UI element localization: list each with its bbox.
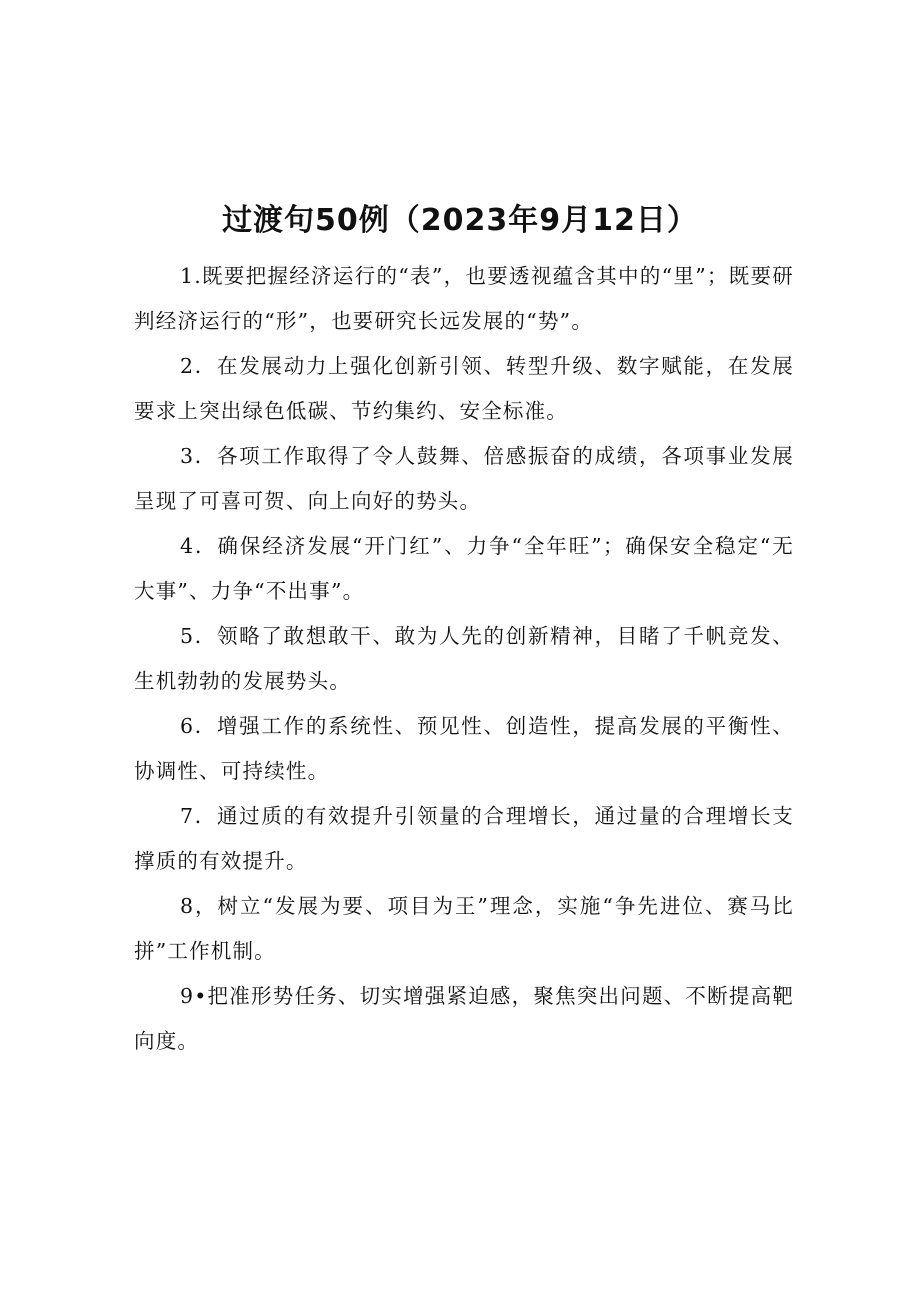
list-item: 4．确保经济发展“开门红”、力争“全年旺”；确保安全稳定“无大事”、力争“不出事”。	[134, 534, 794, 603]
page-title: 过渡句50例（2023年9月12日）	[222, 203, 698, 238]
list-item: 6．增强工作的系统性、预见性、创造性，提高发展的平衡性、协调性、可持续性。	[134, 714, 794, 783]
item-list	[134, 254, 794, 1064]
list-item: 1.既要把握经济运行的“表”，也要透视蕴含其中的“里”；既要研判经济运行的“形”，也要研究长远发展的“势”。	[134, 264, 794, 333]
list-item: 2．在发展动力上强化创新引领、转型升级、数字赋能，在发展要求上突出绿色低碳、节约集约、安全标准。	[134, 354, 794, 423]
list-item: 3．各项工作取得了令人鼓舞、倍感振奋的成绩，各项事业发展呈现了可喜可贺、向上向好的势头。	[134, 444, 794, 513]
list-item: 5．领略了敢想敢干、敢为人先的创新精神，目睹了千帆竞发、生机勃勃的发展势头。	[134, 624, 794, 693]
list-item: 8，树立“发展为要、项目为王”理念，实施“争先进位、赛马比拼”工作机制。	[134, 894, 794, 963]
list-item: 7．通过质的有效提升引领量的合理增长，通过量的合理增长支撑质的有效提升。	[134, 804, 794, 873]
list-item: 9•把准形势任务、切实增强紧迫感，聚焦突出问题、不断提高靶向度。	[134, 984, 794, 1053]
